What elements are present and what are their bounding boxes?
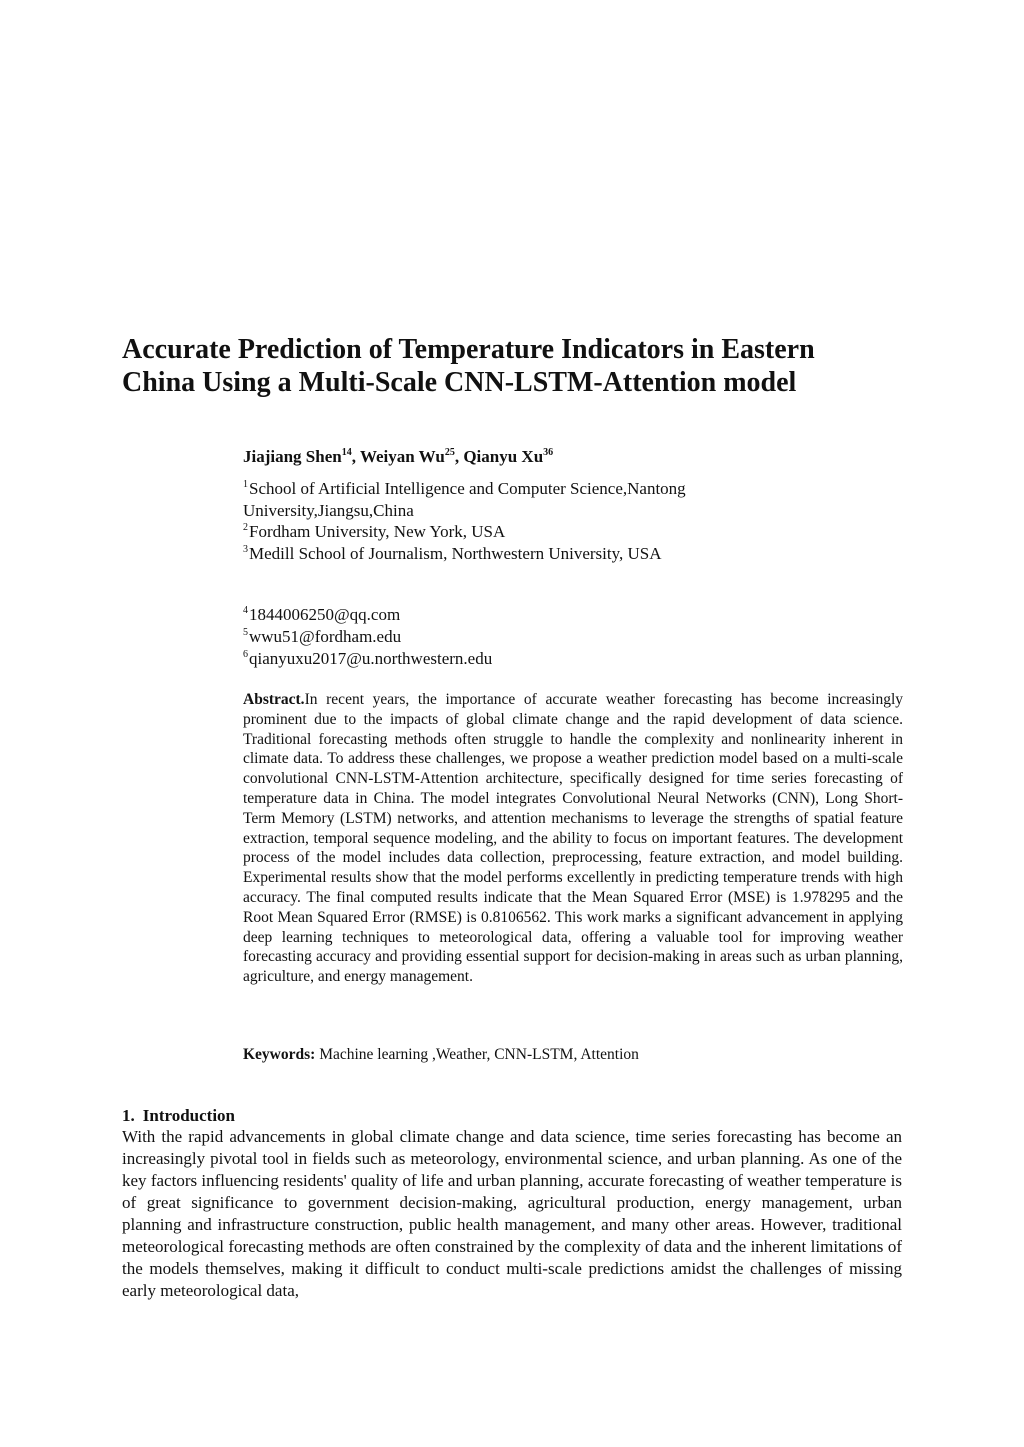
email-marker: 4 bbox=[243, 605, 248, 616]
affiliation-marker: 2 bbox=[243, 522, 248, 533]
email-marker: 5 bbox=[243, 627, 248, 638]
title-line: Accurate Prediction of Temperature Indicators in Eastern bbox=[122, 334, 815, 365]
affiliation-text: University,Jiangsu,China bbox=[243, 500, 414, 520]
email-line bbox=[243, 626, 492, 648]
keywords-label: Keywords: bbox=[243, 1046, 316, 1063]
email-line bbox=[243, 648, 492, 670]
affiliation-line bbox=[243, 500, 903, 522]
author-list bbox=[243, 447, 553, 467]
affiliation-text: School of Artificial Intelligence and Computer Science,Nantong bbox=[249, 479, 686, 498]
author-affiliation-marker: 36 bbox=[543, 447, 554, 458]
author-separator: , bbox=[351, 447, 360, 466]
author-name: Jiajiang Shen bbox=[243, 447, 342, 466]
author-separator: , bbox=[454, 447, 464, 466]
affiliation-marker: 3 bbox=[243, 543, 248, 555]
section-number: 1. bbox=[122, 1106, 135, 1125]
section-heading bbox=[122, 1106, 235, 1126]
author-affiliation-marker: 14 bbox=[341, 447, 352, 458]
keywords bbox=[243, 1046, 639, 1064]
email-marker: 6 bbox=[243, 649, 248, 660]
affiliation-text: Medill School of Journalism, Northwestern University, USA bbox=[249, 543, 662, 563]
author-name: Weiyan Wu bbox=[359, 447, 445, 466]
abstract-label: Abstract. bbox=[243, 691, 305, 708]
paper-title bbox=[122, 333, 912, 399]
affiliation-line bbox=[243, 521, 903, 543]
affiliation-list bbox=[243, 478, 903, 564]
keywords-text: Machine learning ,Weather, CNN-LSTM, Attention bbox=[319, 1046, 639, 1063]
abstract bbox=[243, 690, 903, 987]
affiliation-marker: 1 bbox=[243, 479, 248, 490]
abstract-text: In recent years, the importance of accurate weather forecasting has become increasingly prominent due to the impacts of global climate change and the rapid development of data science. Traditional forecasting methods often struggle to handle the complexity and nonlinearity inherent in climate data. To address these challenges, we propose a weather prediction model based on a multi-scale convolutional CNN-LSTM-Attention architecture, specifically designed for time series forecasting of temperature data in China. The model integrates Convolutional Neural Networks (CNN), Long Short-Term Memory (LSTM) networks, and attention mechanisms to leverage the strengths of spatial feature extraction, temporal sequence modeling, and the ability to focus on important features. The development process of the model includes data collection, preprocessing, feature extraction, and model building. Experimental results show that the model performs excellently in predicting temperature trends with high accuracy. The final computed results indicate that the Mean Squared Error (MSE) is 1.978295 and the Root Mean Squared Error (RMSE) is 0.8106562. This work marks a significant advancement in applying deep learning techniques to meteorological data, offering a valuable tool for improving weather forecasting accuracy and providing essential support for decision-making in areas such as urban planning, agriculture, and energy management. bbox=[243, 691, 903, 986]
title-line: China Using a Multi-Scale CNN-LSTM-Attention model bbox=[122, 367, 797, 398]
email-list bbox=[243, 604, 492, 670]
author-affiliation-marker: 25 bbox=[444, 447, 455, 458]
section-title: Introduction bbox=[142, 1106, 236, 1125]
email-address: 1844006250@qq.com bbox=[249, 605, 401, 624]
affiliation-text: Fordham University, New York, USA bbox=[249, 522, 506, 541]
affiliation-line bbox=[243, 478, 903, 500]
affiliation-line bbox=[243, 543, 903, 565]
introduction-body: With the rapid advancements in global climate change and data science, time series forecasting has become an increasingly pivotal tool in fields such as meteorology, environmental science, and urban planning. As one of the key factors influencing residents' quality of life and urban planning, accurate forecasting of weather temperature is of great significance to government decision-making, agricultural production, energy management, urban planning and infrastructure construction, public health management, and many other areas. However, traditional meteorological forecasting methods are often constrained by the complexity of data and the inherent limitations of the models themselves, making it difficult to conduct multi-scale predictions amidst the challenges of missing early meteorological data, bbox=[122, 1127, 902, 1300]
email-address: qianyuxu2017@u.northwestern.edu bbox=[249, 649, 493, 668]
email-line bbox=[243, 604, 492, 626]
email-address: wwu51@fordham.edu bbox=[249, 627, 402, 646]
author-name: Qianyu Xu bbox=[463, 447, 544, 466]
